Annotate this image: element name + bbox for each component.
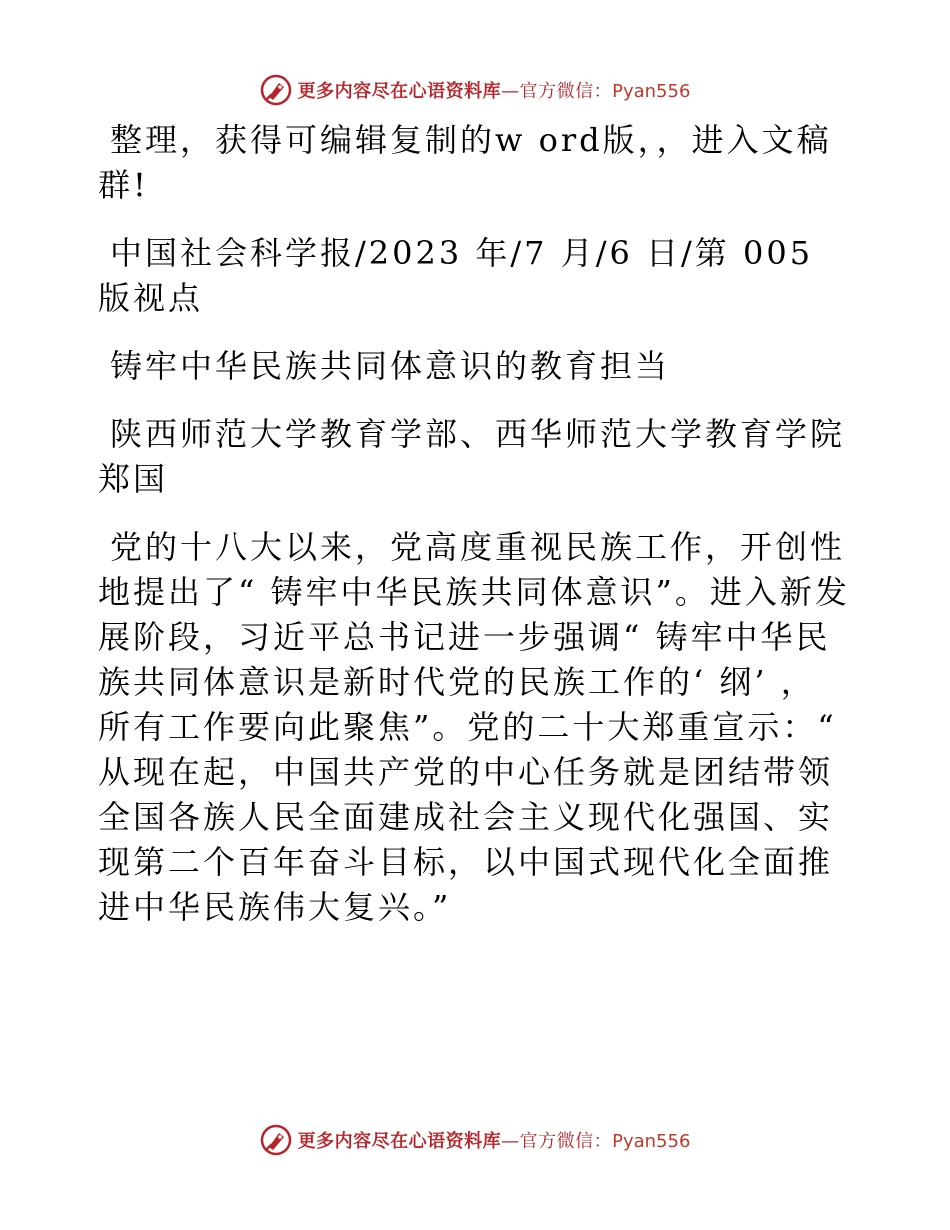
pen-nib-logo-icon [260, 74, 292, 106]
document-body [98, 118, 850, 953]
banner-title: 更多内容尽在心语资料库 [297, 1131, 502, 1152]
banner-title: 更多内容尽在心语资料库 [297, 81, 502, 102]
header-banner [0, 70, 950, 110]
banner-separator: — [501, 81, 520, 102]
banner-text [298, 77, 691, 103]
pen-nib-logo-icon [260, 1124, 292, 1156]
banner-wechat-id: Pyan556 [612, 81, 691, 102]
footer-banner [0, 1120, 950, 1160]
source-line: 中国社会科学报/2023 年/7 月/6 日/第 005 版视点 [98, 234, 814, 317]
article-title: 铸牢中华民族共同体意识的教育担当 [110, 347, 671, 385]
banner-wechat-label: 官方微信： [519, 81, 613, 102]
banner-text [298, 1127, 691, 1153]
banner-wechat-id: Pyan556 [612, 1131, 691, 1152]
author-affiliation: 陕西师范大学教育学部、西华师范大学教育学院郑国 [98, 415, 846, 498]
intro-paragraph: 整理，获得可编辑复制的w ord版，，进入文稿群! [98, 121, 832, 204]
banner-wechat-label: 官方微信： [519, 1131, 613, 1152]
banner-separator: — [501, 1131, 520, 1152]
body-paragraph: 党的十八大以来，党高度重视民族工作，开创性地提出了“ 铸牢中华民族共同体意识”。进入新发展阶段，习近平总书记进一步强调“ 铸牢中华民族共同体意识是新时代党的民族工作的‘ 纲’ ，所有工作要向此聚焦”。党的二十大郑重宣示：“ 从现在起，中国共产党的中心任务就是团结带领全国各族人民全面建成社会主义现代化强国、实现第二个百年奋斗目标，以中国式现代化全面推进中华民族伟大复兴。” [98, 528, 850, 926]
